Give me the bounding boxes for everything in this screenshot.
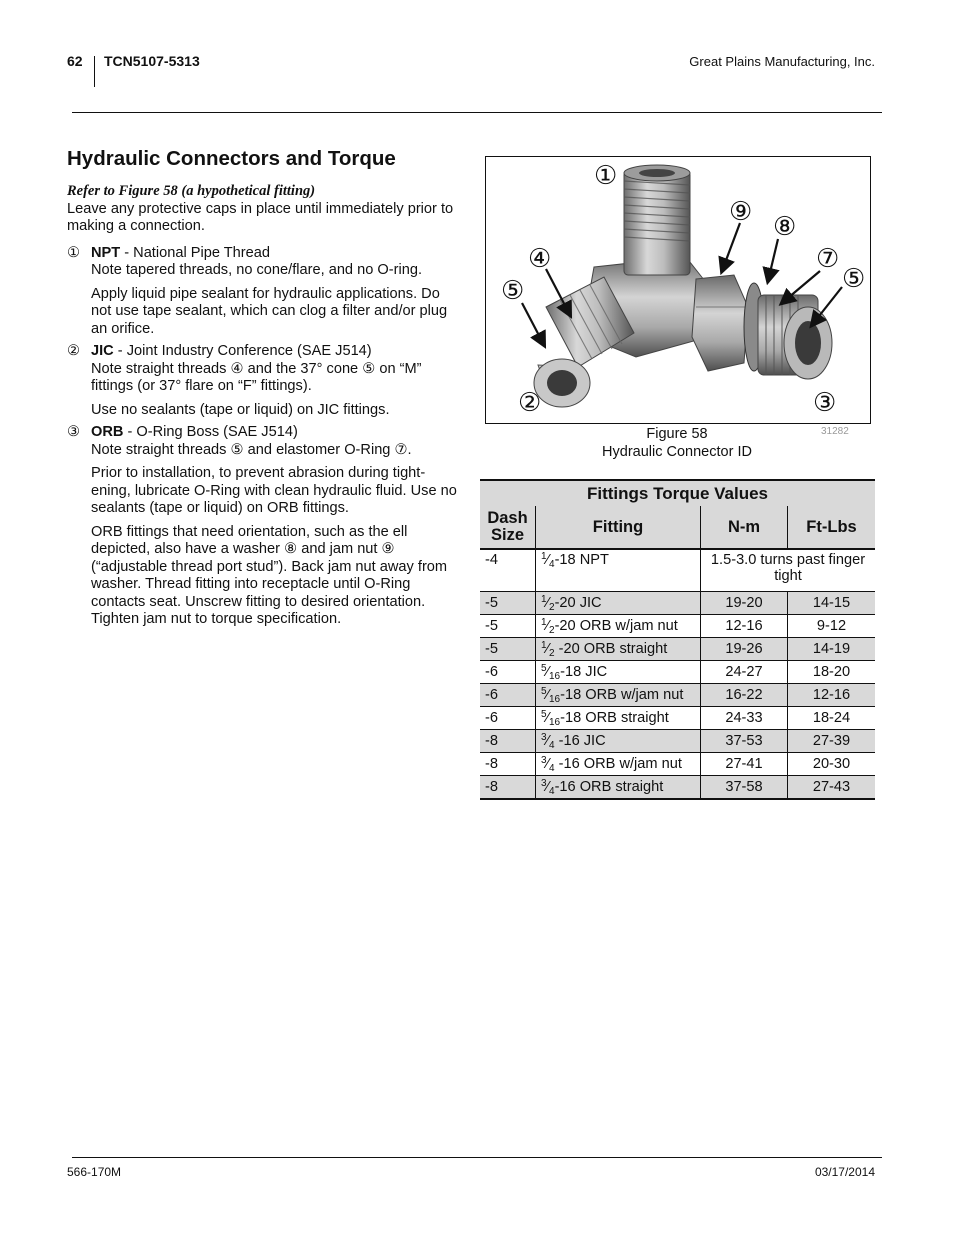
cell-ftlbs: 18-24 [788, 707, 876, 730]
cell-fitting: $^1⁄_2$ -20 ORB straight [536, 638, 701, 661]
col-header-dash-size: Dash Size [480, 506, 536, 549]
cell-fitting: $^1⁄_2-20$ JIC [536, 592, 701, 615]
figure-reference: Refer to Figure 58 (a hypothetical fitting) [67, 183, 316, 199]
page-number: 62 [67, 53, 83, 69]
item-note: Note tapered threads, no cone/flare, and no O-ring. [91, 262, 422, 278]
item-desc: - O-Ring Boss (SAE J514) [123, 424, 298, 440]
cell-dash: -8 [480, 753, 536, 776]
cell-nm: 12-16 [701, 615, 788, 638]
callout-5-right: ⑤ [842, 264, 866, 294]
callout-5-left: ⑤ [501, 276, 525, 306]
item-number: ① [67, 244, 81, 261]
cell-fitting: $^5⁄_{16}-18$ JIC [536, 661, 701, 684]
item-note: Note straight threads ④ and the 37° cone ⑤ on “M” fittings (or 37° flare on “F” fittings). [91, 360, 422, 394]
cell-nm: 27-41 [701, 753, 788, 776]
header-rule [72, 112, 882, 113]
item-term: NPT [91, 244, 121, 261]
table-row [480, 684, 875, 707]
item-note: Note straight threads ⑤ and elastomer O-Ring ⑦. [91, 441, 412, 458]
col-header-ftlbs: Ft-Lbs [788, 506, 876, 549]
item-number: ③ [67, 424, 81, 440]
item-npt [67, 245, 462, 280]
cell-fitting: $^3⁄_4$ -16 JIC [536, 730, 701, 753]
callout-4: ④ [528, 244, 552, 274]
item-paragraph: ORB fittings that need orientation, such as the ell depicted, also have a washer ⑧ and jam nut ⑨ (“adjustable thread port stud”). Back jam nut away from washer. Thread fitting into receptacle until O-Ring contacts seat. Unscrew fitting to desired orientation. Tighten jam nut to torque specification. [91, 523, 448, 627]
cell-ftlbs: 9-12 [788, 615, 876, 638]
col-header-fitting: Fitting [536, 506, 701, 549]
cell-ftlbs: 12-16 [788, 684, 876, 707]
cell-spec: 1.5-3.0 turns past finger tight [701, 549, 876, 592]
table-row [480, 615, 875, 638]
item-number: ② [67, 343, 81, 359]
col-header-nm: N-m [701, 506, 788, 549]
cell-dash: -5 [480, 615, 536, 638]
cell-dash: -6 [480, 707, 536, 730]
cell-nm: 19-26 [701, 638, 788, 661]
cell-nm: 24-33 [701, 707, 788, 730]
cell-fitting: $^5⁄_{16}-18$ ORB w/jam nut [536, 684, 701, 707]
company-name: Great Plains Manufacturing, Inc. [689, 54, 875, 69]
item-paragraph: Apply liquid pipe sealant for hydraulic applications. Do not use tape sealant, which can clog a filter and/or plug an orifice. [91, 285, 448, 337]
figure-image-id: 31282 [821, 426, 849, 437]
cell-dash: -4 [480, 549, 536, 592]
table-row [480, 661, 875, 684]
callout-1: ① [594, 161, 618, 191]
body-text-column [67, 146, 462, 629]
cell-fitting: $^3⁄_4$ -16 ORB w/jam nut [536, 753, 701, 776]
cell-ftlbs: 14-15 [788, 592, 876, 615]
document-code: TCN5107-5313 [104, 53, 200, 69]
figure-number: Figure 58 [646, 426, 708, 442]
cell-ftlbs: 14-19 [788, 638, 876, 661]
jam-nut [692, 275, 748, 371]
cell-ftlbs: 27-43 [788, 776, 876, 800]
item-orb [67, 424, 462, 459]
item-paragraph: Prior to installation, to prevent abrasion during tight-ening, lubricate O-Ring with clean hydraulic fluid. Use no sealants (tape or liquid) on ORB fittings. [91, 465, 457, 516]
cell-ftlbs: 20-30 [788, 753, 876, 776]
intro-paragraph: Leave any protective caps in place until immediately prior to making a connection. [67, 200, 454, 234]
cell-fitting: $^1⁄_2-20$ ORB w/jam nut [536, 615, 701, 638]
item-desc: - National Pipe Thread [120, 244, 270, 261]
cell-nm: 37-58 [701, 776, 788, 800]
header-divider [94, 56, 95, 87]
table-row [480, 707, 875, 730]
npt-thread [624, 165, 690, 275]
table-row [480, 776, 875, 800]
figure-58-hydraulic-connector [485, 156, 871, 424]
cell-fitting: $^3⁄_4-16$ ORB straight [536, 776, 701, 800]
table-row [480, 730, 875, 753]
footer-date: 03/17/2014 [814, 1165, 875, 1179]
orb-thread [758, 295, 832, 379]
cell-ftlbs: 18-20 [788, 661, 876, 684]
cell-nm: 37-53 [701, 730, 788, 753]
section-title: Hydraulic Connectors and Torque [67, 147, 396, 170]
cell-fitting: $^1⁄_4-18$ NPT [536, 549, 701, 592]
callout-8: ⑧ [773, 212, 797, 242]
cell-nm: 24-27 [701, 661, 788, 684]
fittings-torque-table [480, 479, 875, 800]
item-paragraph: Use no sealants (tape or liquid) on JIC fittings. [91, 401, 390, 418]
cell-dash: -6 [480, 661, 536, 684]
footer-part-number: 566-170M [67, 1165, 122, 1179]
table-row [480, 592, 875, 615]
connector-illustration [486, 157, 870, 423]
cell-dash: -8 [480, 730, 536, 753]
callout-7: ⑦ [816, 244, 840, 274]
table-title: Fittings Torque Values [480, 480, 875, 506]
item-term: ORB [91, 424, 124, 440]
footer-rule [72, 1157, 882, 1158]
cell-fitting: $^5⁄_{16}-18$ ORB straight [536, 707, 701, 730]
table-row [480, 638, 875, 661]
figure-title: Hydraulic Connector ID [602, 444, 752, 460]
cell-nm: 16-22 [701, 684, 788, 707]
item-jic [67, 343, 462, 396]
cell-dash: -5 [480, 638, 536, 661]
cell-nm: 19-20 [701, 592, 788, 615]
callout-9: ⑨ [729, 197, 753, 227]
cell-dash: -5 [480, 592, 536, 615]
callout-2: ② [518, 388, 542, 418]
cell-dash: -8 [480, 776, 536, 800]
item-term: JIC [91, 343, 114, 359]
table-row [480, 549, 875, 592]
table-row [480, 753, 875, 776]
cell-ftlbs: 27-39 [788, 730, 876, 753]
item-desc: - Joint Industry Conference (SAE J514) [113, 343, 372, 359]
cell-dash: -6 [480, 684, 536, 707]
figure-caption [560, 425, 794, 461]
callout-3: ③ [813, 388, 837, 418]
